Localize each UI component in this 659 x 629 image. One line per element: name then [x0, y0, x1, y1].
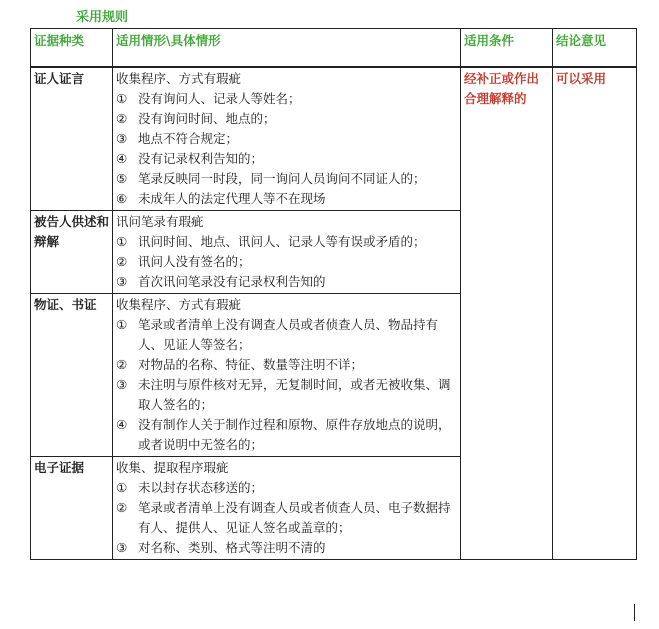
- item-number: ①: [116, 234, 128, 249]
- situations-cell: [113, 67, 461, 211]
- item-number: ②: [116, 357, 128, 372]
- item-text: 地点不符合规定；: [138, 131, 239, 146]
- situation-item: [116, 498, 457, 538]
- header-situations: 适用情形\具体情形: [113, 29, 461, 68]
- evidence-category-cell: 被告人供述和辩解: [31, 211, 113, 294]
- situation-intro: 收集程序、方式有瑕疵: [116, 71, 242, 86]
- item-text: 没有询问人、记录人等姓名；: [138, 91, 301, 106]
- header-category: 证据种类: [31, 29, 113, 68]
- evidence-rules-table: [30, 28, 637, 560]
- item-number: ②: [116, 254, 128, 269]
- item-text: 未注明与原件核对无异，无复制时间，或者无被收集、调取人签名的；: [138, 377, 451, 412]
- situation-item: [116, 232, 457, 252]
- situation-item: [116, 538, 457, 558]
- item-number: ②: [116, 500, 128, 515]
- item-number: ③: [116, 131, 128, 146]
- situation-intro: 讯问笔录有瑕疵: [116, 214, 204, 229]
- item-text: 没有制作人关于制作过程和原物、原件存放地点的说明，或者说明中无签名的；: [138, 417, 451, 452]
- item-number: ④: [116, 417, 128, 432]
- item-number: ⑤: [116, 171, 128, 186]
- table-header-row: [31, 29, 637, 68]
- item-text: 对名称、类别、格式等注明不清的: [138, 540, 326, 555]
- item-text: 讯问人没有签名的；: [138, 254, 251, 269]
- item-number: ①: [116, 91, 128, 106]
- text-cursor: [634, 604, 635, 621]
- situation-item: [116, 415, 457, 455]
- situations-cell: [113, 211, 461, 294]
- evidence-category-cell: 物证、书证: [31, 294, 113, 457]
- evidence-category-cell: 电子证据: [31, 457, 113, 560]
- item-text: 未以封存状态移送的；: [138, 480, 264, 495]
- item-text: 没有询问时间、地点的；: [138, 111, 276, 126]
- item-text: 笔录或者清单上没有调查人员或者侦查人员、电子数据持有人、提供人、见证人签名或盖章的；: [138, 500, 451, 535]
- situation-item: [116, 109, 457, 129]
- situation-item: [116, 129, 457, 149]
- table-row: [31, 67, 637, 211]
- situation-item: [116, 189, 457, 209]
- situation-item: [116, 149, 457, 169]
- situation-item: [116, 252, 457, 272]
- situation-item: [116, 375, 457, 415]
- applicable-condition-cell: 经补正或作出合理解释的: [461, 67, 553, 560]
- situation-item: [116, 315, 457, 355]
- item-text: 讯问时间、地点、讯问人、记录人等有误或矛盾的；: [138, 234, 426, 249]
- header-condition: 适用条件: [461, 29, 553, 68]
- situation-item: [116, 478, 457, 498]
- conclusion-cell: 可以采用: [553, 67, 637, 560]
- item-number: ⑥: [116, 191, 128, 206]
- situation-intro: 收集、提取程序瑕疵: [116, 460, 229, 475]
- item-text: 笔录反映同一时段，同一询问人员询问不同证人的；: [138, 171, 426, 186]
- item-number: ④: [116, 151, 128, 166]
- situations-cell: [113, 457, 461, 560]
- item-text: 对物品的名称、特征、数量等注明不详；: [138, 357, 364, 372]
- table-caption: 采用规则: [76, 10, 129, 25]
- situation-item: [116, 169, 457, 189]
- item-text: 笔录或者清单上没有调查人员或者侦查人员、物品持有人、见证人等签名；: [138, 317, 439, 352]
- situation-intro: 收集程序、方式有瑕疵: [116, 297, 242, 312]
- item-number: ③: [116, 377, 128, 392]
- item-number: ③: [116, 540, 128, 555]
- situations-cell: [113, 294, 461, 457]
- header-conclusion: 结论意见: [553, 29, 637, 68]
- item-number: ①: [116, 317, 128, 332]
- situation-item: [116, 355, 457, 375]
- item-number: ①: [116, 480, 128, 495]
- evidence-category-cell: 证人证言: [31, 67, 113, 211]
- item-number: ③: [116, 274, 128, 289]
- item-text: 没有记录权利告知的；: [138, 151, 264, 166]
- item-number: ②: [116, 111, 128, 126]
- item-text: 未成年人的法定代理人等不在现场: [138, 191, 326, 206]
- situation-item: [116, 89, 457, 109]
- item-text: 首次讯问笔录没有记录权利告知的: [138, 274, 326, 289]
- situation-item: [116, 272, 457, 292]
